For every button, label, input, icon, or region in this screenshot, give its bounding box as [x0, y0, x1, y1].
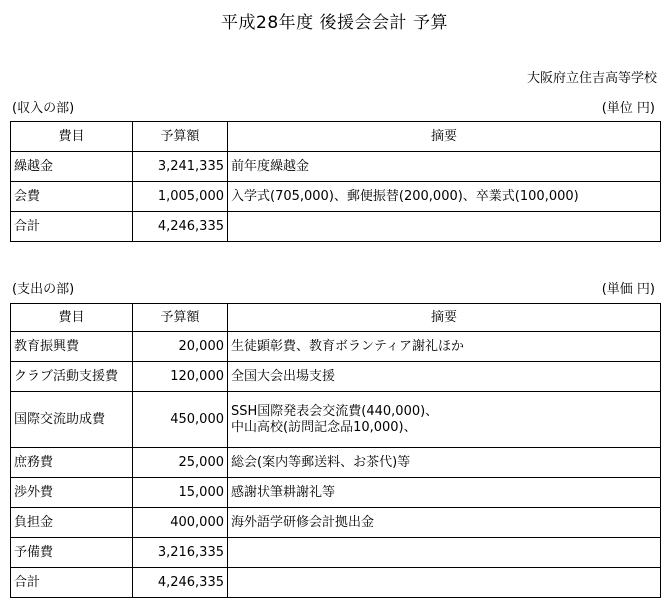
table-row	[11, 392, 661, 448]
income-header-item: 費目	[11, 122, 133, 152]
expense-note: 生徒顕彰費、教育ボランティア謝礼ほか	[228, 332, 661, 362]
expense-item: クラブ活動支援費	[11, 362, 133, 392]
table-row	[11, 332, 661, 362]
income-table	[10, 121, 661, 242]
expense-amount: 25,000	[133, 448, 228, 478]
expense-amount: 400,000	[133, 508, 228, 538]
expense-item: 国際交流助成費	[11, 392, 133, 448]
expense-amount: 20,000	[133, 332, 228, 362]
table-row	[11, 212, 661, 242]
expense-note	[228, 568, 661, 598]
expense-item: 庶務費	[11, 448, 133, 478]
income-item: 会費	[11, 182, 133, 212]
expense-note	[228, 538, 661, 568]
expense-item: 合計	[11, 568, 133, 598]
income-note: 前年度繰越金	[228, 152, 661, 182]
expense-note-line: 中山高校(訪問記念品10,000)、	[231, 419, 417, 435]
table-row	[11, 568, 661, 598]
expense-section-label: (支出の部)	[12, 282, 75, 297]
expense-note: 全国大会出場支援	[228, 362, 661, 392]
table-row	[11, 448, 661, 478]
expense-note: 感謝状筆耕謝礼等	[228, 478, 661, 508]
expense-table	[10, 303, 661, 598]
table-row	[11, 152, 661, 182]
expense-header-item: 費目	[11, 304, 133, 332]
expense-amount: 120,000	[133, 362, 228, 392]
expense-item: 予備費	[11, 538, 133, 568]
expense-amount: 3,216,335	[133, 538, 228, 568]
income-header-note: 摘要	[228, 122, 661, 152]
expense-amount: 450,000	[133, 392, 228, 448]
table-row	[11, 478, 661, 508]
expense-item: 渉外費	[11, 478, 133, 508]
income-item: 合計	[11, 212, 133, 242]
income-unit-label: (単位 円)	[601, 101, 655, 116]
income-note: 入学式(705,000)、郵便振替(200,000)、卒業式(100,000)	[228, 182, 661, 212]
expense-note: 総会(案内等郵送料、お茶代)等	[228, 448, 661, 478]
expense-note-line: SSH国際発表会交流費(440,000)、	[231, 403, 439, 419]
income-header-row	[11, 122, 661, 152]
income-section-label: (収入の部)	[12, 101, 75, 116]
expense-amount: 15,000	[133, 478, 228, 508]
income-item: 繰越金	[11, 152, 133, 182]
expense-item: 教育振興費	[11, 332, 133, 362]
expense-note: 海外語学研修会計拠出金	[228, 508, 661, 538]
income-header-amount: 予算額	[133, 122, 228, 152]
expense-header-note: 摘要	[228, 304, 661, 332]
income-amount: 4,246,335	[133, 212, 228, 242]
income-amount: 3,241,335	[133, 152, 228, 182]
expense-header-amount: 予算額	[133, 304, 228, 332]
school-name: 大阪府立住吉高等学校	[526, 71, 657, 86]
page-title: 平成28年度 後援会会計 予算	[221, 13, 448, 33]
table-row	[11, 508, 661, 538]
expense-unit-label: (単価 円)	[601, 282, 655, 297]
expense-note	[228, 392, 661, 448]
expense-amount: 4,246,335	[133, 568, 228, 598]
table-row	[11, 182, 661, 212]
income-note	[228, 212, 661, 242]
table-row	[11, 538, 661, 568]
income-amount: 1,005,000	[133, 182, 228, 212]
table-row	[11, 362, 661, 392]
expense-item: 負担金	[11, 508, 133, 538]
expense-header-row	[11, 304, 661, 332]
